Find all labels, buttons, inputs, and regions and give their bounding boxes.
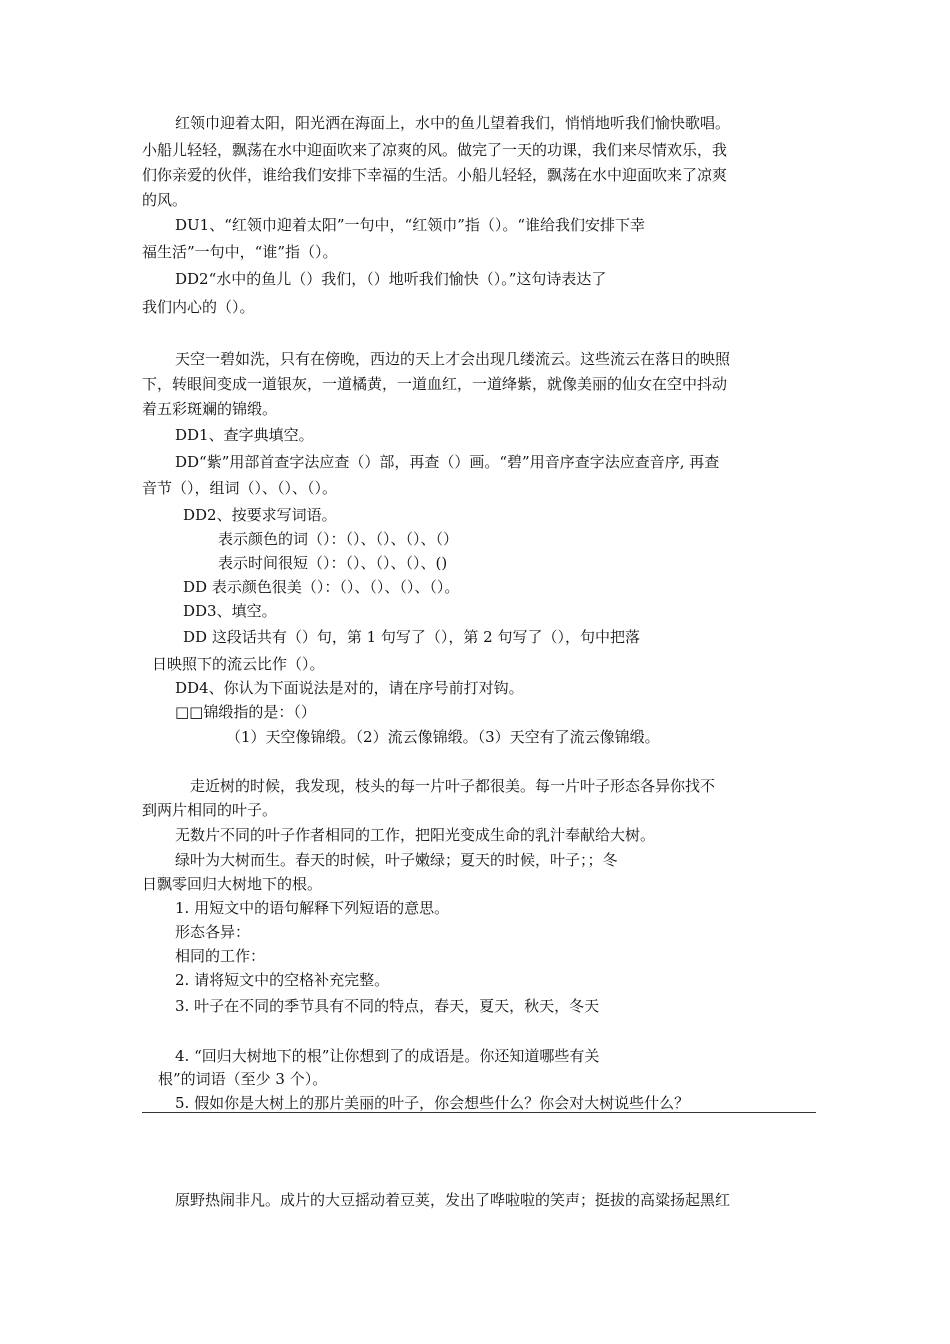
question-line: 表示时间很短（）：（）、（）、（）、(): [218, 554, 448, 572]
question-line: DU1、“红领巾迎着太阳”一句中，“红领巾”指（）。“谁给我们安排下幸: [175, 216, 646, 234]
question-line: 我们内心的（）。: [142, 298, 255, 316]
question-line: DD 表示颜色很美（）：（）、（）、（）、（）。: [183, 578, 460, 596]
question-line: DD2、按要求写词语。: [183, 506, 337, 524]
question-line: 4. “回归大树地下的根”让你想到了的成语是。你还知道哪些有关: [175, 1047, 600, 1065]
paragraph-line: 绿叶为大树而生。春天的时候，叶子嫩绿；夏天的时候，叶子；；冬: [175, 851, 618, 869]
question-line: 福生活”一句中，“谁”指（）。: [142, 243, 338, 261]
paragraph-line: 着五彩斑斓的锦缎。: [142, 400, 278, 418]
question-line: DD3、填空。: [183, 602, 277, 620]
paragraph-line: 们你亲爱的伙伴，谁给我们安排下幸福的生活。小船儿轻轻，飘荡在水中迎面吹来了凉爽: [142, 166, 728, 184]
question-line: 3. 叶子在不同的季节具有不同的特点，春天，夏天，秋天，冬天: [175, 997, 600, 1015]
question-line: 根”的词语（至少 3 个）。: [158, 1070, 328, 1088]
question-line: DD1、查字典填空。: [175, 426, 314, 444]
question-line: 形态各异：: [175, 923, 251, 941]
question-line: 1. 用短文中的语句解释下列短语的意思。: [175, 899, 450, 917]
question-line: □□锦缎指的是：（）: [175, 703, 316, 721]
question-line: 音节（），组词（）、（）、（）。: [142, 479, 338, 497]
question-line: DD2“水中的鱼儿（）我们，（）地听我们愉快（）。”这句诗表达了: [175, 270, 607, 288]
paragraph-line: 无数片不同的叶子作者相同的工作，把阳光变成生命的乳汁奉献给大树。: [175, 826, 656, 844]
question-line: 相同的工作：: [175, 947, 266, 965]
paragraph-line: 小船儿轻轻，飘荡在水中迎面吹来了凉爽的风。做完了一天的功课，我们来尽情欢乐，我: [142, 141, 728, 159]
question-line: 日映照下的流云比作（）。: [152, 655, 325, 673]
horizontal-rule: [142, 1112, 816, 1113]
paragraph-line: 日飘零回归大树地下的根。: [142, 875, 323, 893]
paragraph-line: 到两片相同的叶子。: [142, 801, 278, 819]
question-line: 5. 假如你是大树上的那片美丽的叶子，你会想些什么？你会对大树说些什么？: [175, 1094, 690, 1112]
question-line: DD4、你认为下面说法是对的，请在序号前打对钩。: [175, 679, 524, 697]
paragraph-line: 走近树的时候，我发现，枝头的每一片叶子都很美。每一片叶子形态各异你找不: [190, 777, 716, 795]
question-line: DD“紫”用部首查字法应查（）部，再查（）画。“碧”用音序查字法应查音序, 再查: [175, 453, 720, 471]
paragraph-line: 天空一碧如洗，只有在傍晚，西边的天上才会出现几缕流云。这些流云在落日的映照: [175, 350, 731, 368]
question-line: 表示颜色的词（）：（）、（）、（）、（）: [218, 530, 459, 548]
paragraph-line: 下，转眼间变成一道银灰，一道橘黄，一道血红，一道绛紫，就像美丽的仙女在空中抖动: [142, 375, 728, 393]
question-line: 2. 请将短文中的空格补充完整。: [175, 971, 390, 989]
paragraph-line: 红领巾迎着太阳，阳光洒在海面上，水中的鱼儿望着我们，悄悄地听我们愉快歌唱。: [175, 114, 731, 132]
question-line: （1）天空像锦缎。（2）流云像锦缎。（3）天空有了流云像锦缎。: [226, 728, 660, 746]
paragraph-line: 原野热闹非凡。成片的大豆摇动着豆荚，发出了哗啦啦的笑声；挺拔的高粱扬起黑红: [175, 1191, 731, 1209]
paragraph-line: 的风。: [142, 191, 188, 209]
question-line: DD 这段话共有（）句，第 1 句写了（），第 2 句写了（），句中把落: [183, 628, 640, 646]
